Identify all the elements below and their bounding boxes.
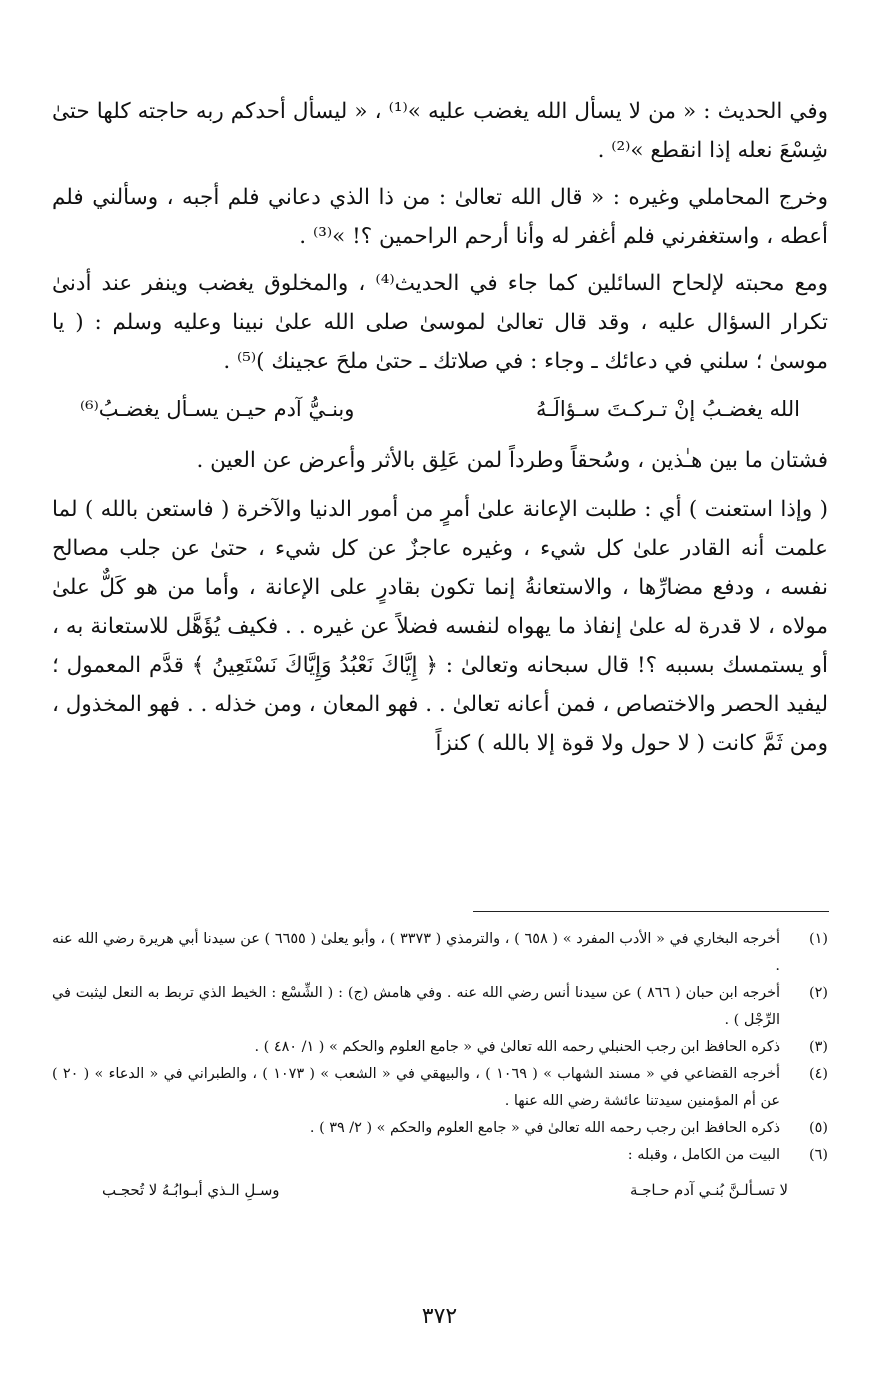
footnote-number: (٦) xyxy=(809,1147,828,1163)
footnote-number: (٥) xyxy=(809,1120,828,1136)
footnote-2 xyxy=(52,980,828,1034)
footnote-text: أخرجه القضاعي في « مسند الشهاب » ( ١٠٦٩ ) ، والبيهقي في « الشعب » ( ١٠٧٣ ) ، والطبراني في « الدعاء » ( ٢٠ ) عن أم المؤمنين سيدتنا عائشة رضي الله عنها . xyxy=(52,1066,780,1109)
footnote-verse xyxy=(52,1175,828,1207)
poetry-verse xyxy=(52,389,828,429)
verse-second-hemistich: وبنـيُّ آدم حيـن يسـأل يغضـبُ⁽⁶⁾ xyxy=(80,397,355,421)
paragraph-4: فشتان ما بين هـٰذين ، وسُحقاً وطرداً لمن عَلِق بالأثر وأعرض عن العين . xyxy=(196,448,828,473)
footnote-3 xyxy=(52,1034,828,1061)
footnote-number: (١) xyxy=(809,931,828,947)
footnote-verse-first: لا تسـألـنَّ بُنـي آدم حـاجـة xyxy=(629,1182,788,1199)
footnote-text: أخرجه ابن حبان ( ٨٦٦ ) عن سيدنا أنس رضي الله عنه . وفي هامش (ج) : ( الشِّسْع : الخيط الذي تربط به النعل ليثبت في الرِّجْل ) . xyxy=(52,985,780,1028)
footnote-text: ذكره الحافظ ابن رجب رحمه الله تعالىٰ في « جامع العلوم والحكم » ( ٢/ ٣٩ ) . xyxy=(309,1120,780,1136)
footnote-4 xyxy=(52,1061,828,1115)
footnote-6 xyxy=(52,1142,828,1169)
paragraph-1: وفي الحديث : « من لا يسأل الله يغضب عليه »⁽¹⁾ ، « ليسأل أحدكم ربه حاجته كلها حتىٰ شِسْعَ نعله إذا انقطع »⁽²⁾ . xyxy=(52,99,828,163)
footnote-verse-second: وسـلِ الـذي أبـوابُـهُ لا تُحجـب xyxy=(102,1182,280,1199)
paragraph-2: وخرج المحاملي وغيره : « قال الله تعالىٰ : من ذا الذي دعاني فلم أجبه ، وسألني فلم أعطه ، واستغفرني فلم أغفر له وأنا أرحم الراحمين ؟! »⁽³⁾ . xyxy=(52,185,828,249)
footnote-number: (٢) xyxy=(809,985,828,1001)
footnote-text: أخرجه البخاري في « الأدب المفرد » ( ٦٥٨ ) ، والترمذي ( ٣٣٧٣ ) ، وأبو يعلىٰ ( ٦٦٥٥ ) عن سيدنا أبي هريرة رضي الله عنه . xyxy=(52,931,780,974)
footnote-5 xyxy=(52,1115,828,1142)
footnote-1 xyxy=(52,926,828,980)
footnotes xyxy=(52,926,828,1207)
footnote-number: (٣) xyxy=(809,1039,828,1055)
footnote-text: ذكره الحافظ ابن رجب الحنبلي رحمه الله تعالىٰ في « جامع العلوم والحكم » ( ١/ ٤٨٠ ) . xyxy=(254,1039,780,1055)
footnote-number: (٤) xyxy=(809,1066,828,1082)
main-text xyxy=(52,92,828,771)
paragraph-5: ( وإذا استعنت ) أي : طلبت الإعانة علىٰ أمرٍ من أمور الدنيا والآخرة ( فاستعن بالله ) لما علمت أنه القادر علىٰ كل شيء ، وغيره عاجزٌ عن كل شيء ، حتىٰ عن جلب مصالح نفسه ، ودفع مضارِّها ، والاستعانةُ إنما تكون بقادرٍ على الإعانة ، وأما من هو كَلٌّ علىٰ مولاه ، لا قدرة له علىٰ إنفاذ ما يهواه لنفسه فضلاً عن غيره . . فكيف يُؤَهَّل للاستعانة به ، أو يستمسك بسببه ؟! قال سبحانه وتعالىٰ : ﴿ إِيَّاكَ نَعْبُدُ وَإِيَّاكَ نَسْتَعِينُ ﴾ قدَّم المعمول ؛ ليفيد الحصر والاختصاص ، فمن أعانه تعالىٰ . . فهو المعان ، ومن خذله . . فهو المخذول ، ومن ثَمَّ كانت ( لا حول ولا قوة إلا بالله ) كنزاً xyxy=(52,497,828,756)
paragraph-3: ومع محبته لإلحاح السائلين كما جاء في الحديث⁽⁴⁾ ، والمخلوق يغضب وينفر عند أدنىٰ تكرار السؤال عليه ، وقد قال تعالىٰ لموسىٰ صلى الله علىٰ نبينا وعليه وسلم : ( يا موسىٰ ؛ سلني في دعائك ـ وجاء : في صلاتك ـ حتىٰ ملحَ عجينك )⁽⁵⁾ . xyxy=(52,271,828,374)
page-number: ٣٧٢ xyxy=(421,1304,458,1329)
verse-first-hemistich: الله يغضـبُ إنْ تـركـتَ سـؤالَـهُ xyxy=(536,397,800,421)
footnote-text: البيت من الكامل ، وقبله : xyxy=(627,1147,780,1163)
footnote-separator xyxy=(473,911,829,912)
